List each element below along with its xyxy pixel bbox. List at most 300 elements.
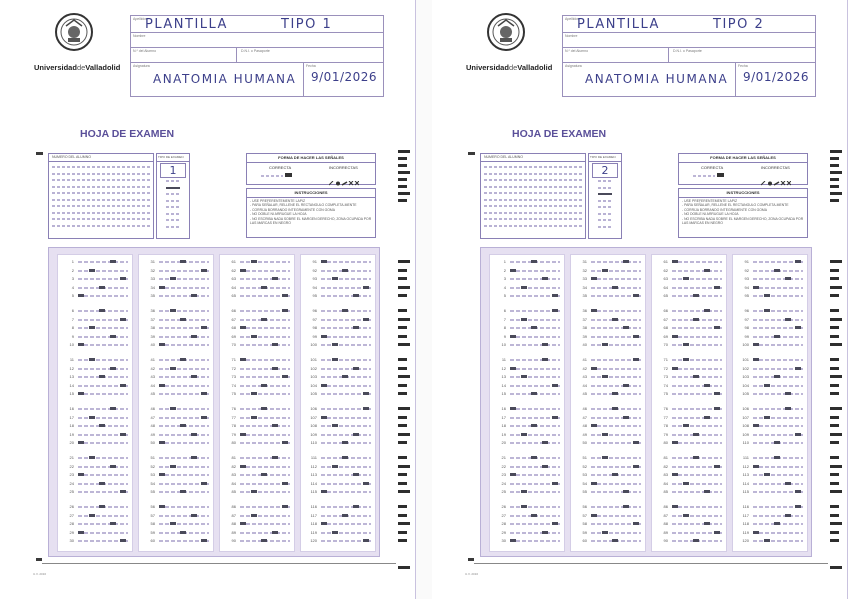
answer-row[interactable] — [303, 431, 373, 438]
digit-bubble-row[interactable] — [484, 166, 582, 168]
type-bubble-row[interactable] — [598, 200, 612, 202]
answer-row[interactable] — [735, 439, 805, 446]
answer-row[interactable] — [141, 341, 211, 348]
answer-row[interactable] — [573, 275, 643, 282]
answer-row[interactable] — [60, 529, 130, 536]
option-bubbles[interactable] — [591, 270, 641, 272]
option-bubbles[interactable] — [753, 417, 803, 419]
option-bubbles[interactable] — [240, 278, 290, 280]
answer-row[interactable] — [303, 316, 373, 323]
digit-bubble-row[interactable] — [52, 225, 150, 227]
answer-row[interactable] — [222, 488, 292, 495]
answer-row[interactable] — [141, 480, 211, 487]
answer-row[interactable] — [654, 439, 724, 446]
answer-row[interactable] — [492, 414, 562, 421]
answer-row[interactable] — [654, 488, 724, 495]
option-bubbles[interactable] — [672, 336, 722, 338]
option-bubbles[interactable] — [510, 491, 560, 493]
answer-row[interactable] — [735, 529, 805, 536]
answer-row[interactable] — [303, 529, 373, 536]
answer-row[interactable] — [654, 316, 724, 323]
option-bubbles[interactable] — [240, 523, 290, 525]
answer-row[interactable] — [60, 373, 130, 380]
answer-row[interactable] — [573, 292, 643, 299]
answer-row[interactable] — [492, 529, 562, 536]
answer-row[interactable] — [573, 520, 643, 527]
answer-row[interactable] — [573, 480, 643, 487]
answer-row[interactable] — [141, 422, 211, 429]
answer-row[interactable] — [222, 324, 292, 331]
answer-row[interactable] — [141, 529, 211, 536]
option-bubbles[interactable] — [78, 359, 128, 361]
answer-row[interactable] — [573, 488, 643, 495]
answer-row[interactable] — [303, 365, 373, 372]
answer-row[interactable] — [654, 382, 724, 389]
option-bubbles[interactable] — [78, 327, 128, 329]
answer-row[interactable] — [60, 512, 130, 519]
answer-row[interactable] — [735, 471, 805, 478]
answer-row[interactable] — [222, 390, 292, 397]
answer-row[interactable] — [573, 431, 643, 438]
answer-row[interactable] — [141, 405, 211, 412]
option-bubbles[interactable] — [591, 532, 641, 534]
answer-row[interactable] — [573, 373, 643, 380]
option-bubbles[interactable] — [753, 385, 803, 387]
digit-bubble-row[interactable] — [484, 179, 582, 181]
option-bubbles[interactable] — [510, 270, 560, 272]
answer-row[interactable] — [303, 333, 373, 340]
answer-row[interactable] — [735, 316, 805, 323]
type-bubble-row[interactable] — [598, 180, 612, 182]
digit-bubble-row[interactable] — [484, 205, 582, 207]
option-bubbles[interactable] — [510, 287, 560, 289]
answer-row[interactable] — [303, 284, 373, 291]
answer-row[interactable] — [573, 454, 643, 461]
option-bubbles[interactable] — [753, 408, 803, 410]
answer-row[interactable] — [303, 356, 373, 363]
option-bubbles[interactable] — [591, 376, 641, 378]
answer-row[interactable] — [654, 520, 724, 527]
answer-row[interactable] — [60, 503, 130, 510]
type-bubble-row[interactable] — [166, 226, 180, 228]
answer-row[interactable] — [141, 520, 211, 527]
answer-row[interactable] — [492, 431, 562, 438]
answer-row[interactable] — [654, 537, 724, 544]
option-bubbles[interactable] — [159, 434, 209, 436]
option-bubbles[interactable] — [510, 359, 560, 361]
option-bubbles[interactable] — [510, 466, 560, 468]
option-bubbles[interactable] — [159, 368, 209, 370]
type-bubble-row[interactable] — [598, 226, 612, 228]
answer-row[interactable] — [60, 520, 130, 527]
answer-row[interactable] — [222, 439, 292, 446]
answer-row[interactable] — [573, 390, 643, 397]
option-bubbles[interactable] — [321, 506, 371, 508]
answer-row[interactable] — [60, 267, 130, 274]
answer-row[interactable] — [141, 488, 211, 495]
answer-row[interactable] — [654, 480, 724, 487]
option-bubbles[interactable] — [240, 359, 290, 361]
option-bubbles[interactable] — [591, 425, 641, 427]
answer-row[interactable] — [222, 405, 292, 412]
answer-row[interactable] — [573, 324, 643, 331]
option-bubbles[interactable] — [753, 393, 803, 395]
answer-row[interactable] — [60, 390, 130, 397]
answer-row[interactable] — [141, 356, 211, 363]
answer-row[interactable] — [654, 373, 724, 380]
answer-row[interactable] — [60, 333, 130, 340]
answer-row[interactable] — [735, 537, 805, 544]
option-bubbles[interactable] — [510, 376, 560, 378]
answer-row[interactable] — [492, 356, 562, 363]
answer-row[interactable] — [735, 405, 805, 412]
answer-row[interactable] — [141, 439, 211, 446]
option-bubbles[interactable] — [510, 540, 560, 542]
answer-row[interactable] — [303, 390, 373, 397]
answer-row[interactable] — [222, 480, 292, 487]
option-bubbles[interactable] — [591, 491, 641, 493]
digit-bubble-row[interactable] — [52, 218, 150, 220]
answer-row[interactable] — [141, 471, 211, 478]
answer-row[interactable] — [492, 382, 562, 389]
answer-row[interactable] — [492, 316, 562, 323]
answer-row[interactable] — [492, 422, 562, 429]
answer-row[interactable] — [735, 373, 805, 380]
answer-row[interactable] — [303, 382, 373, 389]
option-bubbles[interactable] — [753, 359, 803, 361]
answer-row[interactable] — [60, 414, 130, 421]
answer-row[interactable] — [303, 307, 373, 314]
option-bubbles[interactable] — [240, 261, 290, 263]
type-bubble-row[interactable] — [166, 206, 180, 208]
answer-row[interactable] — [735, 356, 805, 363]
answer-row[interactable] — [303, 414, 373, 421]
answer-row[interactable] — [303, 454, 373, 461]
answer-row[interactable] — [735, 503, 805, 510]
option-bubbles[interactable] — [672, 515, 722, 517]
answer-row[interactable] — [222, 454, 292, 461]
option-bubbles[interactable] — [510, 442, 560, 444]
option-bubbles[interactable] — [672, 385, 722, 387]
answer-row[interactable] — [141, 258, 211, 265]
answer-row[interactable] — [492, 488, 562, 495]
answer-row[interactable] — [573, 316, 643, 323]
answer-row[interactable] — [573, 356, 643, 363]
option-bubbles[interactable] — [240, 344, 290, 346]
option-bubbles[interactable] — [591, 310, 641, 312]
option-bubbles[interactable] — [321, 474, 371, 476]
type-bubble-row[interactable] — [166, 193, 180, 195]
option-bubbles[interactable] — [753, 310, 803, 312]
answer-row[interactable] — [303, 267, 373, 274]
option-bubbles[interactable] — [240, 425, 290, 427]
answer-row[interactable] — [735, 267, 805, 274]
answer-row[interactable] — [573, 267, 643, 274]
answer-row[interactable] — [222, 275, 292, 282]
answer-row[interactable] — [735, 512, 805, 519]
option-bubbles[interactable] — [510, 506, 560, 508]
option-bubbles[interactable] — [321, 336, 371, 338]
answer-row[interactable] — [573, 503, 643, 510]
answer-row[interactable] — [735, 341, 805, 348]
option-bubbles[interactable] — [753, 532, 803, 534]
answer-row[interactable] — [141, 324, 211, 331]
digit-bubble-row[interactable] — [52, 186, 150, 188]
option-bubbles[interactable] — [672, 359, 722, 361]
option-bubbles[interactable] — [510, 344, 560, 346]
answer-row[interactable] — [654, 284, 724, 291]
answer-row[interactable] — [222, 431, 292, 438]
answer-row[interactable] — [492, 390, 562, 397]
option-bubbles[interactable] — [159, 442, 209, 444]
answer-row[interactable] — [654, 512, 724, 519]
option-bubbles[interactable] — [321, 327, 371, 329]
option-bubbles[interactable] — [78, 368, 128, 370]
answer-row[interactable] — [60, 284, 130, 291]
answer-row[interactable] — [303, 405, 373, 412]
answer-row[interactable] — [60, 480, 130, 487]
answer-row[interactable] — [654, 267, 724, 274]
answer-row[interactable] — [492, 439, 562, 446]
answer-row[interactable] — [735, 422, 805, 429]
answer-row[interactable] — [303, 463, 373, 470]
digit-bubble-row[interactable] — [484, 212, 582, 214]
answer-row[interactable] — [654, 365, 724, 372]
answer-row[interactable] — [222, 258, 292, 265]
option-bubbles[interactable] — [159, 310, 209, 312]
answer-row[interactable] — [303, 258, 373, 265]
answer-row[interactable] — [573, 365, 643, 372]
answer-row[interactable] — [222, 356, 292, 363]
answer-row[interactable] — [60, 382, 130, 389]
option-bubbles[interactable] — [78, 261, 128, 263]
answer-row[interactable] — [303, 341, 373, 348]
option-bubbles[interactable] — [591, 261, 641, 263]
answer-row[interactable] — [222, 365, 292, 372]
answer-row[interactable] — [60, 537, 130, 544]
option-bubbles[interactable] — [591, 417, 641, 419]
type-bubble-row[interactable] — [166, 213, 180, 215]
option-bubbles[interactable] — [321, 278, 371, 280]
type-bubble-row[interactable] — [166, 200, 180, 202]
option-bubbles[interactable] — [321, 417, 371, 419]
option-bubbles[interactable] — [672, 270, 722, 272]
digit-bubble-row[interactable] — [484, 192, 582, 194]
option-bubbles[interactable] — [240, 336, 290, 338]
option-bubbles[interactable] — [321, 261, 371, 263]
answer-row[interactable] — [222, 341, 292, 348]
answer-row[interactable] — [654, 529, 724, 536]
answer-row[interactable] — [141, 414, 211, 421]
answer-row[interactable] — [141, 284, 211, 291]
option-bubbles[interactable] — [753, 295, 803, 297]
option-bubbles[interactable] — [159, 336, 209, 338]
option-bubbles[interactable] — [753, 515, 803, 517]
answer-row[interactable] — [222, 512, 292, 519]
answer-row[interactable] — [735, 307, 805, 314]
option-bubbles[interactable] — [672, 417, 722, 419]
option-bubbles[interactable] — [591, 278, 641, 280]
option-bubbles[interactable] — [510, 278, 560, 280]
answer-row[interactable] — [303, 422, 373, 429]
answer-row[interactable] — [141, 373, 211, 380]
option-bubbles[interactable] — [591, 327, 641, 329]
answer-row[interactable] — [573, 258, 643, 265]
answer-row[interactable] — [303, 275, 373, 282]
answer-row[interactable] — [654, 292, 724, 299]
type-bubble-row[interactable] — [166, 219, 180, 221]
option-bubbles[interactable] — [240, 532, 290, 534]
option-bubbles[interactable] — [321, 466, 371, 468]
answer-row[interactable] — [735, 382, 805, 389]
answer-row[interactable] — [735, 488, 805, 495]
answer-row[interactable] — [492, 405, 562, 412]
option-bubbles[interactable] — [672, 491, 722, 493]
answer-row[interactable] — [573, 382, 643, 389]
answer-row[interactable] — [573, 341, 643, 348]
answer-row[interactable] — [60, 454, 130, 461]
digit-bubble-row[interactable] — [484, 218, 582, 220]
answer-row[interactable] — [60, 341, 130, 348]
answer-row[interactable] — [141, 292, 211, 299]
answer-row[interactable] — [654, 341, 724, 348]
option-bubbles[interactable] — [159, 457, 209, 459]
answer-row[interactable] — [222, 307, 292, 314]
option-bubbles[interactable] — [240, 417, 290, 419]
option-bubbles[interactable] — [510, 319, 560, 321]
type-bubble-row[interactable] — [166, 187, 180, 189]
answer-row[interactable] — [492, 365, 562, 372]
answer-row[interactable] — [60, 439, 130, 446]
answer-row[interactable] — [735, 463, 805, 470]
answer-row[interactable] — [141, 275, 211, 282]
answer-row[interactable] — [141, 365, 211, 372]
answer-row[interactable] — [654, 405, 724, 412]
answer-row[interactable] — [654, 463, 724, 470]
option-bubbles[interactable] — [510, 368, 560, 370]
option-bubbles[interactable] — [159, 344, 209, 346]
option-bubbles[interactable] — [753, 287, 803, 289]
option-bubbles[interactable] — [672, 442, 722, 444]
answer-row[interactable] — [492, 512, 562, 519]
answer-row[interactable] — [735, 292, 805, 299]
option-bubbles[interactable] — [78, 417, 128, 419]
option-bubbles[interactable] — [591, 434, 641, 436]
answer-row[interactable] — [141, 333, 211, 340]
answer-row[interactable] — [492, 275, 562, 282]
option-bubbles[interactable] — [159, 287, 209, 289]
answer-row[interactable] — [303, 503, 373, 510]
option-bubbles[interactable] — [78, 408, 128, 410]
answer-row[interactable] — [141, 267, 211, 274]
answer-row[interactable] — [222, 529, 292, 536]
option-bubbles[interactable] — [78, 393, 128, 395]
answer-row[interactable] — [573, 284, 643, 291]
answer-row[interactable] — [222, 316, 292, 323]
option-bubbles[interactable] — [591, 457, 641, 459]
option-bubbles[interactable] — [672, 310, 722, 312]
answer-row[interactable] — [141, 431, 211, 438]
option-bubbles[interactable] — [510, 532, 560, 534]
option-bubbles[interactable] — [753, 319, 803, 321]
answer-row[interactable] — [60, 356, 130, 363]
answer-row[interactable] — [492, 373, 562, 380]
answer-row[interactable] — [60, 307, 130, 314]
answer-row[interactable] — [141, 307, 211, 314]
option-bubbles[interactable] — [753, 278, 803, 280]
answer-row[interactable] — [222, 333, 292, 340]
option-bubbles[interactable] — [591, 344, 641, 346]
option-bubbles[interactable] — [78, 344, 128, 346]
option-bubbles[interactable] — [321, 523, 371, 525]
answer-row[interactable] — [222, 537, 292, 544]
answer-row[interactable] — [303, 537, 373, 544]
option-bubbles[interactable] — [159, 376, 209, 378]
answer-row[interactable] — [60, 463, 130, 470]
option-bubbles[interactable] — [159, 295, 209, 297]
answer-row[interactable] — [303, 520, 373, 527]
answer-row[interactable] — [222, 292, 292, 299]
answer-row[interactable] — [141, 316, 211, 323]
option-bubbles[interactable] — [240, 368, 290, 370]
option-bubbles[interactable] — [672, 474, 722, 476]
digit-bubble-row[interactable] — [484, 225, 582, 227]
option-bubbles[interactable] — [240, 457, 290, 459]
option-bubbles[interactable] — [672, 483, 722, 485]
answer-row[interactable] — [492, 537, 562, 544]
option-bubbles[interactable] — [321, 532, 371, 534]
digit-bubble-row[interactable] — [52, 179, 150, 181]
answer-row[interactable] — [735, 414, 805, 421]
option-bubbles[interactable] — [672, 344, 722, 346]
answer-row[interactable] — [735, 333, 805, 340]
option-bubbles[interactable] — [240, 327, 290, 329]
answer-row[interactable] — [735, 365, 805, 372]
option-bubbles[interactable] — [321, 295, 371, 297]
option-bubbles[interactable] — [321, 344, 371, 346]
answer-row[interactable] — [222, 520, 292, 527]
answer-row[interactable] — [573, 405, 643, 412]
answer-row[interactable] — [60, 422, 130, 429]
option-bubbles[interactable] — [78, 466, 128, 468]
answer-row[interactable] — [735, 454, 805, 461]
answer-row[interactable] — [573, 333, 643, 340]
option-bubbles[interactable] — [240, 434, 290, 436]
option-bubbles[interactable] — [321, 434, 371, 436]
option-bubbles[interactable] — [321, 385, 371, 387]
answer-row[interactable] — [141, 382, 211, 389]
option-bubbles[interactable] — [753, 466, 803, 468]
digit-bubble-row[interactable] — [52, 192, 150, 194]
answer-row[interactable] — [573, 512, 643, 519]
answer-row[interactable] — [492, 520, 562, 527]
answer-row[interactable] — [303, 324, 373, 331]
answer-row[interactable] — [60, 324, 130, 331]
answer-row[interactable] — [303, 471, 373, 478]
answer-row[interactable] — [492, 267, 562, 274]
option-bubbles[interactable] — [240, 466, 290, 468]
answer-row[interactable] — [60, 365, 130, 372]
answer-row[interactable] — [222, 284, 292, 291]
answer-row[interactable] — [735, 275, 805, 282]
answer-row[interactable] — [60, 488, 130, 495]
option-bubbles[interactable] — [240, 491, 290, 493]
option-bubbles[interactable] — [672, 261, 722, 263]
option-bubbles[interactable] — [321, 359, 371, 361]
option-bubbles[interactable] — [591, 506, 641, 508]
option-bubbles[interactable] — [753, 540, 803, 542]
answer-row[interactable] — [303, 439, 373, 446]
